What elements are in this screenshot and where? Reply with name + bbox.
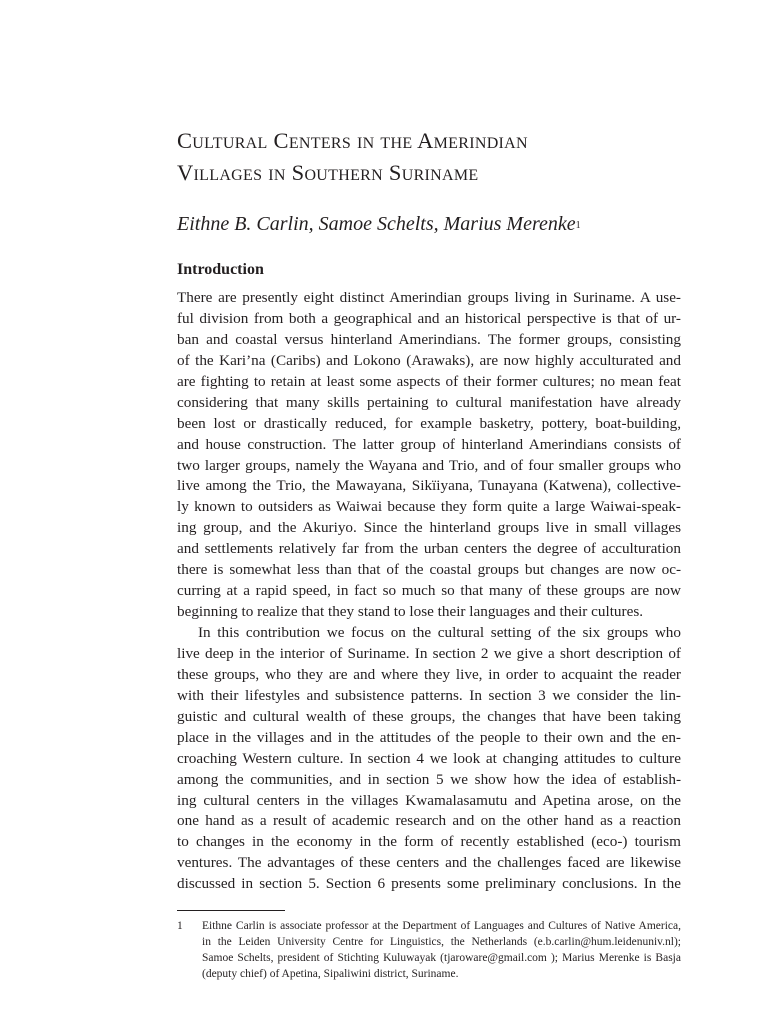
footnote-marker: 1 <box>575 220 581 231</box>
footnote-number: 1 <box>177 920 183 932</box>
body-line: In this contribution we focus on the cultural setting of the six groups who <box>198 624 681 641</box>
footnote-divider <box>177 910 285 911</box>
body-line: ing group, and the Akuriyo. Since the hinterland groups live in small villages <box>177 519 681 537</box>
body-line: There are presently eight distinct Amerindian groups living in Suriname. A use- <box>177 289 681 306</box>
body-line: croaching Western culture. In section 4 we look at changing attitudes to culture <box>177 749 681 767</box>
title-line-2: Villages in Southern Suriname <box>177 160 479 185</box>
body-line: ing cultural centers in the villages Kwamalasamutu and Apetina arose, on the <box>177 791 681 809</box>
body-line: with their lifestyles and subsistence patterns. In section 3 we consider the lin- <box>177 686 681 704</box>
body-line: live deep in the interior of Suriname. In section 2 we give a short description of <box>177 644 681 662</box>
body-line: ventures. The advantages of these centers and the challenges faced are likewise <box>177 854 681 872</box>
body-line: are fighting to retain at least some aspects of their former cultures; no mean feat <box>177 372 681 390</box>
footnote-line: in the Leiden University Centre for Linguistics, the Netherlands (e.b.carlin@hum.leidenuniv.nl); <box>202 936 681 948</box>
body-line: and house construction. The latter group of hinterland Amerindians consists of <box>177 435 681 453</box>
body-line: two larger groups, namely the Wayana and Trio, and of four smaller groups who <box>177 456 681 474</box>
author-names: Eithne B. Carlin, Samoe Schelts, Marius Merenke <box>177 213 576 235</box>
body-line: live among the Trio, the Mawayana, Sikïiyana, Tunayana (Katwena), collective- <box>177 477 681 495</box>
body-line: among the communities, and in section 5 we show how the idea of establish- <box>177 770 681 788</box>
author-list <box>177 210 581 238</box>
body-line: curring at a rapid speed, in fact so much so that many of these groups are now <box>177 582 681 600</box>
body-line: of the Kari’na (Caribs) and Lokono (Arawaks), are now highly acculturated and <box>177 351 681 369</box>
body-line: one hand as a result of academic research and on the other hand as a reaction <box>177 812 681 830</box>
body-line: and settlements relatively far from the urban centers the degree of acculturation <box>177 540 681 558</box>
footnote-line: Samoe Schelts, president of Stichting Kuluwayak (tjaroware@gmail.com ); Marius Merenke is Basja <box>202 952 681 964</box>
body-line: place in the villages and in the attitudes of the people to their own and the en- <box>177 728 681 746</box>
body-line: there is somewhat less than that of the coastal groups but changes are now oc- <box>177 561 681 579</box>
body-line: to changes in the economy in the form of recently established (eco-) tourism <box>177 833 681 851</box>
footnote-line: (deputy chief) of Apetina, Sipaliwini district, Suriname. <box>202 968 459 980</box>
body-line: ly known to outsiders as Waiwai because they form quite a large Waiwai-speak- <box>177 498 681 516</box>
footnote-line: Eithne Carlin is associate professor at the Department of Languages and Cultures of Native America, <box>202 920 681 932</box>
footnote-text <box>202 918 681 982</box>
article-title <box>177 125 681 189</box>
body-line: ban and coastal versus hinterland Amerindians. The former groups, consisting <box>177 330 681 348</box>
section-heading: Introduction <box>177 261 264 278</box>
body-text <box>177 288 681 895</box>
title-line-1: Cultural Centers in the Amerindian <box>177 128 528 153</box>
body-line: beginning to realize that they stand to lose their languages and their cultures. <box>177 603 644 621</box>
body-line: these groups, who they are and where they live, in order to acquaint the reader <box>177 665 681 683</box>
body-line: considering that many skills pertaining to cultural manifestation have already <box>177 393 681 411</box>
body-line: been lost or drastically reduced, for example basketry, pottery, boat-building, <box>177 414 681 432</box>
body-line: guistic and cultural wealth of these groups, the changes that have been taking <box>177 707 681 725</box>
body-line: discussed in section 5. Section 6 presents some preliminary conclusions. In the <box>177 875 681 893</box>
body-line: ful division from both a geographical and an historical perspective is that of ur- <box>177 309 681 327</box>
